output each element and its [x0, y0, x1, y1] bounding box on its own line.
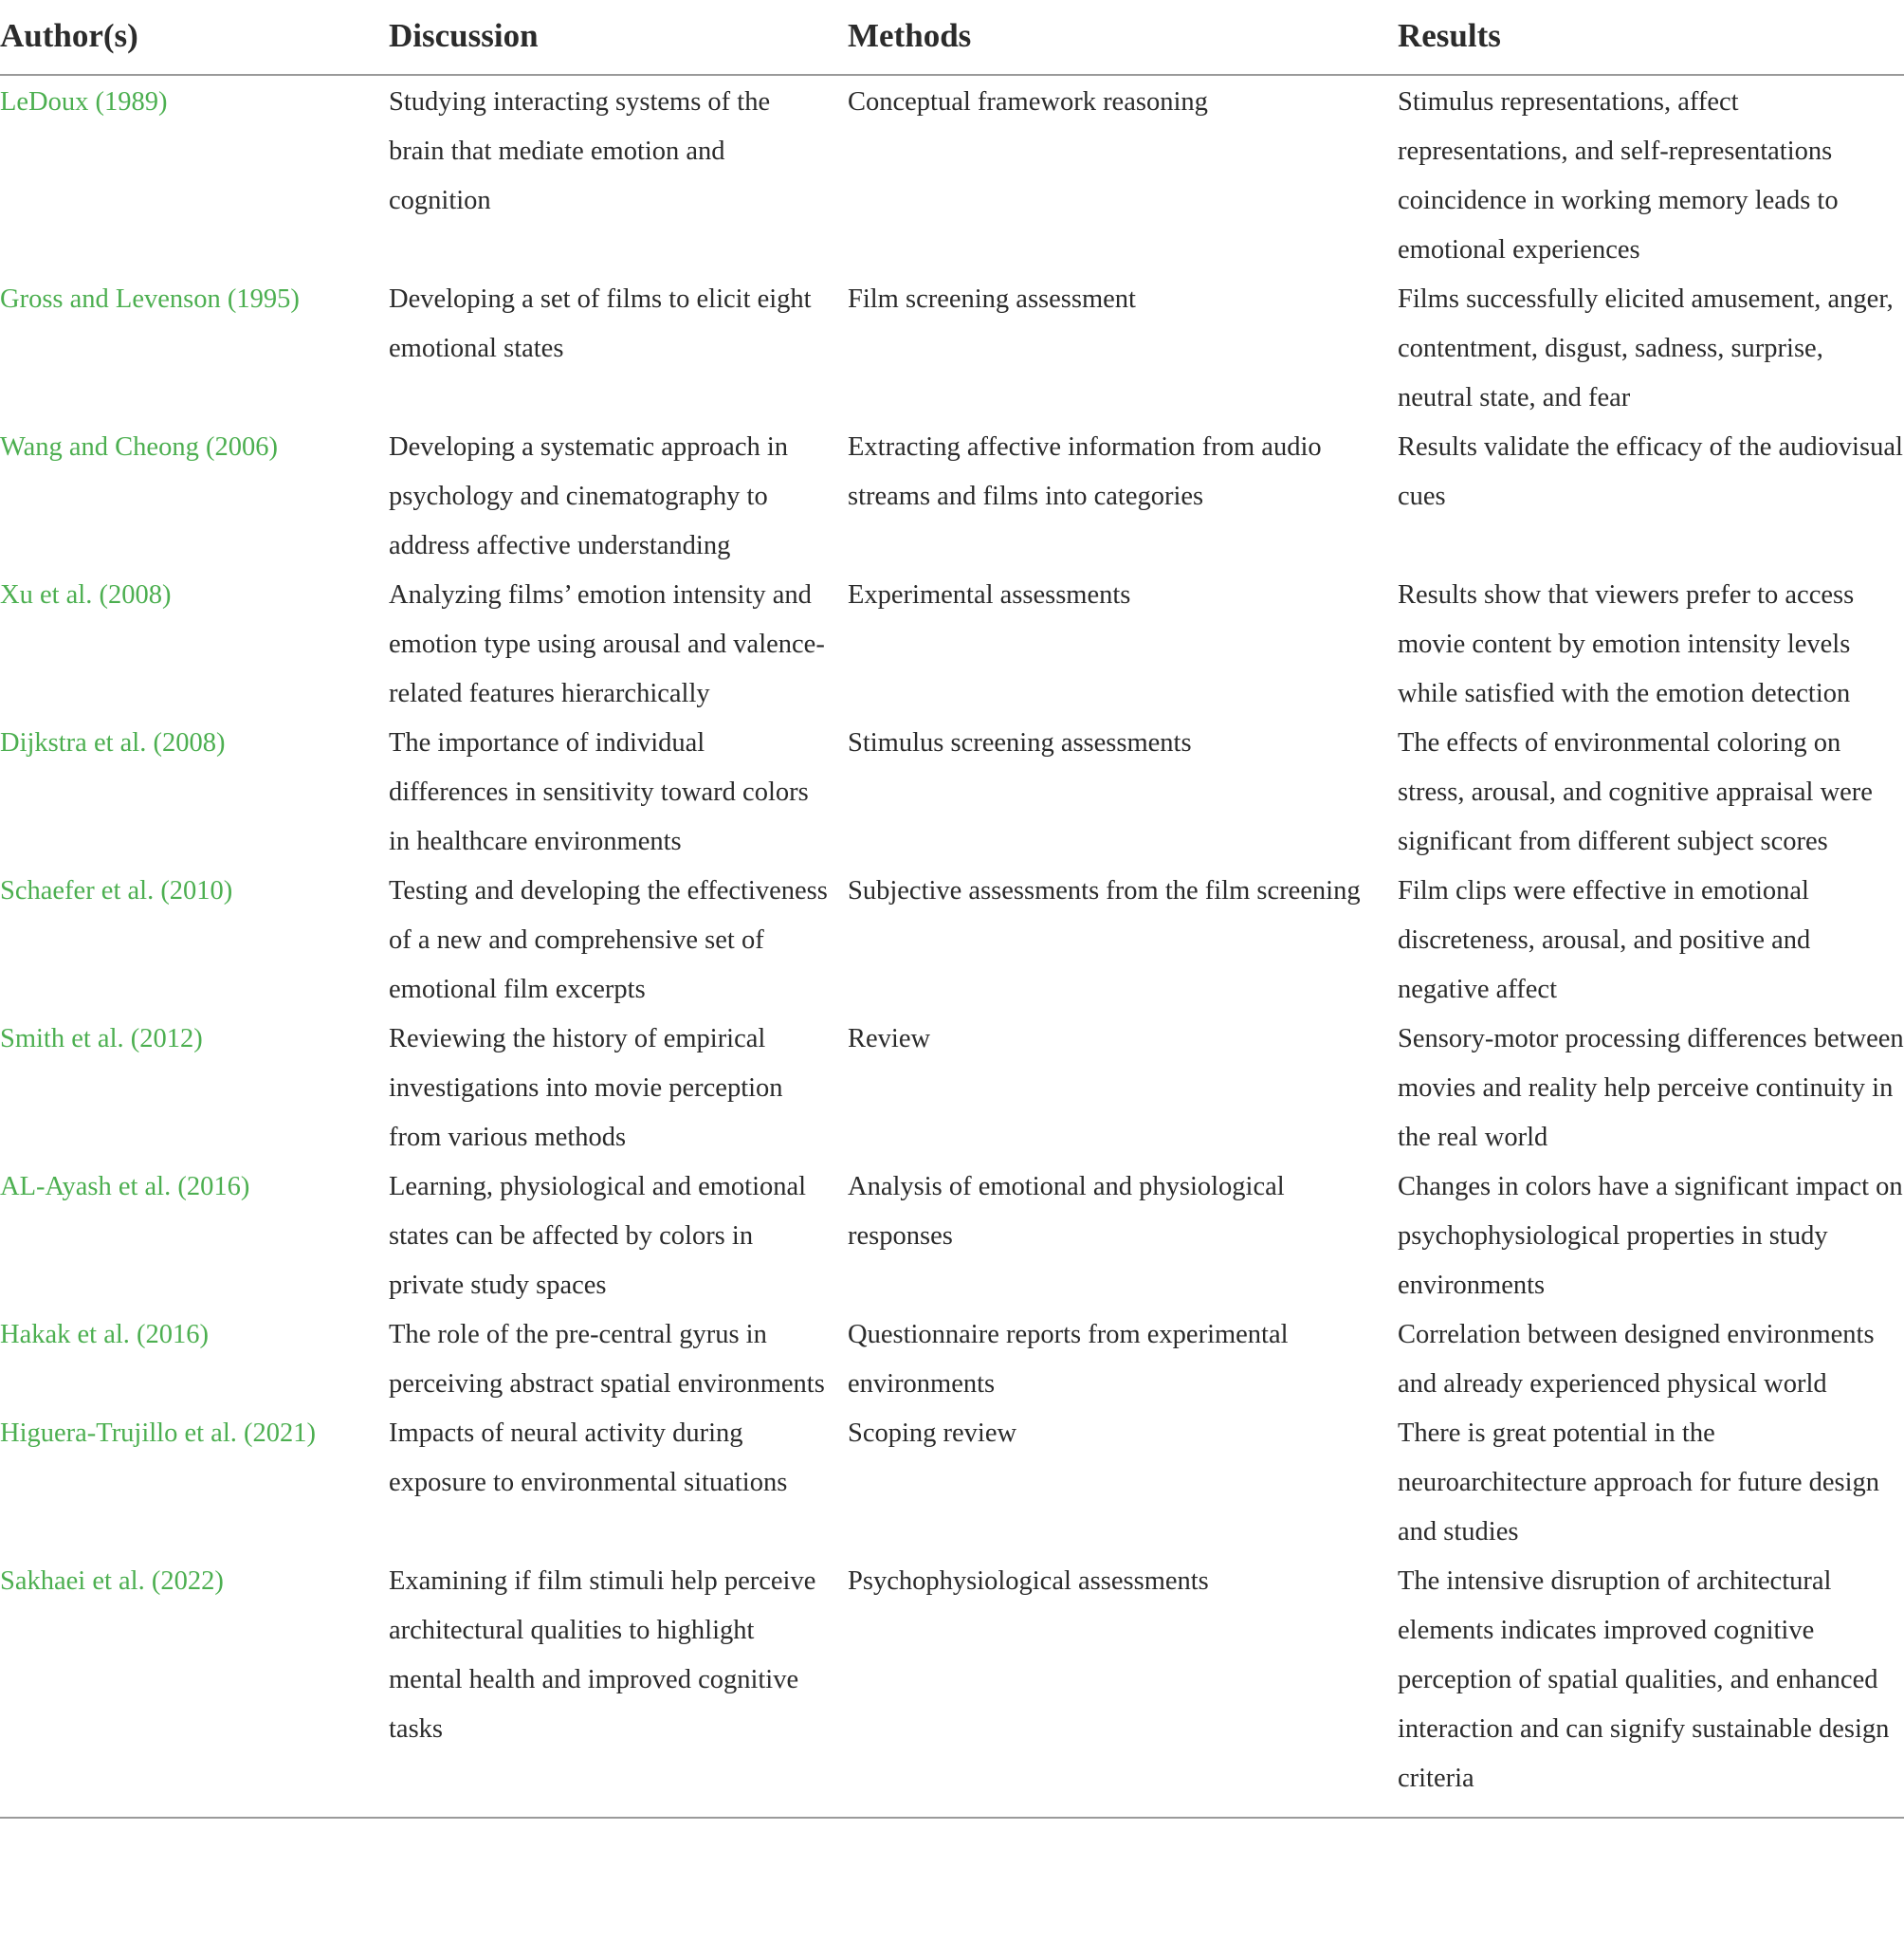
- author-link[interactable]: [0, 1162, 389, 1310]
- table-header: [0, 0, 1904, 75]
- table-row: [0, 1015, 1904, 1162]
- methods-text: Review: [848, 1024, 931, 1053]
- author-link[interactable]: [0, 75, 389, 275]
- results-text: Film clips were effective in emotional discreteness, arousal, and positive and negative affect: [1398, 876, 1811, 1004]
- methods-text: Conceptual framework reasoning: [848, 87, 1208, 117]
- results-cell: [1398, 1310, 1904, 1409]
- table-row: [0, 1162, 1904, 1310]
- author-text[interactable]: AL-Ayash et al. (2016): [0, 1172, 250, 1201]
- table-row: [0, 1409, 1904, 1557]
- results-text: Correlation between designed environments and already experienced physical world: [1398, 1320, 1875, 1399]
- header-author: Author(s): [0, 0, 389, 75]
- author-text[interactable]: Smith et al. (2012): [0, 1024, 203, 1053]
- methods-text: Analysis of emotional and physiological responses: [848, 1172, 1285, 1251]
- results-text: The effects of environmental coloring on stress, arousal, and cognitive appraisal were significant from different subject scores: [1398, 728, 1873, 856]
- results-text: There is great potential in the neuroarchitecture approach for future design and studies: [1398, 1418, 1880, 1547]
- methods-text: Extracting affective information from audio streams and films into categories: [848, 432, 1322, 511]
- header-results: Results: [1398, 0, 1904, 75]
- results-cell: [1398, 1162, 1904, 1310]
- methods-text: Stimulus screening assessments: [848, 728, 1192, 758]
- author-link[interactable]: [0, 571, 389, 719]
- results-cell: [1398, 1409, 1904, 1557]
- results-text: Results validate the efficacy of the audiovisual cues: [1398, 432, 1903, 511]
- methods-cell: [848, 571, 1398, 719]
- author-text[interactable]: Higuera-Trujillo et al. (2021): [0, 1418, 316, 1448]
- table-row: [0, 867, 1904, 1015]
- table-body: [0, 75, 1904, 1818]
- author-link[interactable]: [0, 1409, 389, 1557]
- discussion-cell: [389, 1015, 848, 1162]
- discussion-cell: [389, 867, 848, 1015]
- results-text: Films successfully elicited amusement, anger, contentment, disgust, sadness, surprise, neutral state, and fear: [1398, 284, 1894, 412]
- table-row: [0, 719, 1904, 867]
- discussion-cell: [389, 275, 848, 423]
- discussion-text: Learning, physiological and emotional states can be affected by colors in private study spaces: [389, 1172, 807, 1300]
- discussion-text: Analyzing films’ emotion intensity and emotion type using arousal and valence-related features hierarchically: [389, 580, 825, 708]
- methods-text: Questionnaire reports from experimental environments: [848, 1320, 1289, 1399]
- discussion-text: Studying interacting systems of the brain that mediate emotion and cognition: [389, 87, 771, 215]
- author-link[interactable]: [0, 275, 389, 423]
- methods-cell: [848, 1409, 1398, 1557]
- header-methods: Methods: [848, 0, 1398, 75]
- results-cell: [1398, 571, 1904, 719]
- methods-text: Scoping review: [848, 1418, 1017, 1448]
- results-cell: [1398, 1557, 1904, 1818]
- author-text[interactable]: Hakak et al. (2016): [0, 1320, 209, 1349]
- methods-cell: [848, 1015, 1398, 1162]
- author-link[interactable]: [0, 423, 389, 571]
- methods-cell: [848, 423, 1398, 571]
- discussion-cell: [389, 423, 848, 571]
- discussion-text: Developing a set of films to elicit eight emotional states: [389, 284, 812, 363]
- results-cell: [1398, 719, 1904, 867]
- methods-cell: [848, 275, 1398, 423]
- discussion-text: Examining if film stimuli help perceive architectural qualities to highlight mental health and improved cognitive tasks: [389, 1566, 816, 1744]
- author-link[interactable]: [0, 1310, 389, 1409]
- results-text: The intensive disruption of architectural elements indicates improved cognitive perception of spatial qualities, and enhanced interaction and can signify sustainable design criteria: [1398, 1566, 1890, 1793]
- methods-cell: [848, 719, 1398, 867]
- discussion-text: The importance of individual differences in sensitivity toward colors in healthcare environments: [389, 728, 809, 856]
- table-row: [0, 571, 1904, 719]
- methods-text: Experimental assessments: [848, 580, 1131, 610]
- methods-cell: [848, 75, 1398, 275]
- discussion-text: Developing a systematic approach in psychology and cinematography to address affective understanding: [389, 432, 789, 560]
- discussion-cell: [389, 75, 848, 275]
- results-cell: [1398, 867, 1904, 1015]
- author-text[interactable]: Wang and Cheong (2006): [0, 432, 278, 462]
- results-text: Results show that viewers prefer to access movie content by emotion intensity levels while satisfied with the emotion detection: [1398, 580, 1855, 708]
- results-cell: [1398, 1015, 1904, 1162]
- author-text[interactable]: Schaefer et al. (2010): [0, 876, 233, 906]
- results-cell: [1398, 75, 1904, 275]
- table-row: [0, 75, 1904, 275]
- author-text[interactable]: Xu et al. (2008): [0, 580, 172, 610]
- discussion-text: Testing and developing the effectiveness of a new and comprehensive set of emotional film excerpts: [389, 876, 828, 1004]
- discussion-text: Reviewing the history of empirical investigations into movie perception from various methods: [389, 1024, 783, 1152]
- results-cell: [1398, 423, 1904, 571]
- discussion-text: The role of the pre-central gyrus in perceiving abstract spatial environments: [389, 1320, 825, 1399]
- author-link[interactable]: [0, 1557, 389, 1818]
- discussion-text: Impacts of neural activity during exposure to environmental situations: [389, 1418, 788, 1497]
- results-cell: [1398, 275, 1904, 423]
- methods-cell: [848, 1557, 1398, 1818]
- discussion-cell: [389, 571, 848, 719]
- methods-cell: [848, 1162, 1398, 1310]
- author-link[interactable]: [0, 1015, 389, 1162]
- author-link[interactable]: [0, 867, 389, 1015]
- table-row: [0, 275, 1904, 423]
- methods-text: Subjective assessments from the film screening: [848, 876, 1361, 906]
- header-discussion: Discussion: [389, 0, 848, 75]
- author-text[interactable]: Gross and Levenson (1995): [0, 284, 300, 314]
- results-text: Stimulus representations, affect representations, and self-representations coincidence in working memory leads to emotional experiences: [1398, 87, 1839, 265]
- author-text[interactable]: LeDoux (1989): [0, 87, 168, 117]
- discussion-cell: [389, 1310, 848, 1409]
- discussion-cell: [389, 1162, 848, 1310]
- discussion-cell: [389, 719, 848, 867]
- methods-text: Psychophysiological assessments: [848, 1566, 1209, 1596]
- author-text[interactable]: Dijkstra et al. (2008): [0, 728, 226, 758]
- header-row: [0, 0, 1904, 75]
- results-text: Sensory-motor processing differences between movies and reality help perceive continuity in the real world: [1398, 1024, 1904, 1152]
- discussion-cell: [389, 1557, 848, 1818]
- methods-cell: [848, 1310, 1398, 1409]
- discussion-cell: [389, 1409, 848, 1557]
- methods-cell: [848, 867, 1398, 1015]
- author-text[interactable]: Sakhaei et al. (2022): [0, 1566, 224, 1596]
- table-row: [0, 1557, 1904, 1818]
- methods-text: Film screening assessment: [848, 284, 1136, 314]
- author-link[interactable]: [0, 719, 389, 867]
- table-row: [0, 423, 1904, 571]
- results-text: Changes in colors have a significant impact on psychophysiological properties in study environments: [1398, 1172, 1903, 1300]
- table-row: [0, 1310, 1904, 1409]
